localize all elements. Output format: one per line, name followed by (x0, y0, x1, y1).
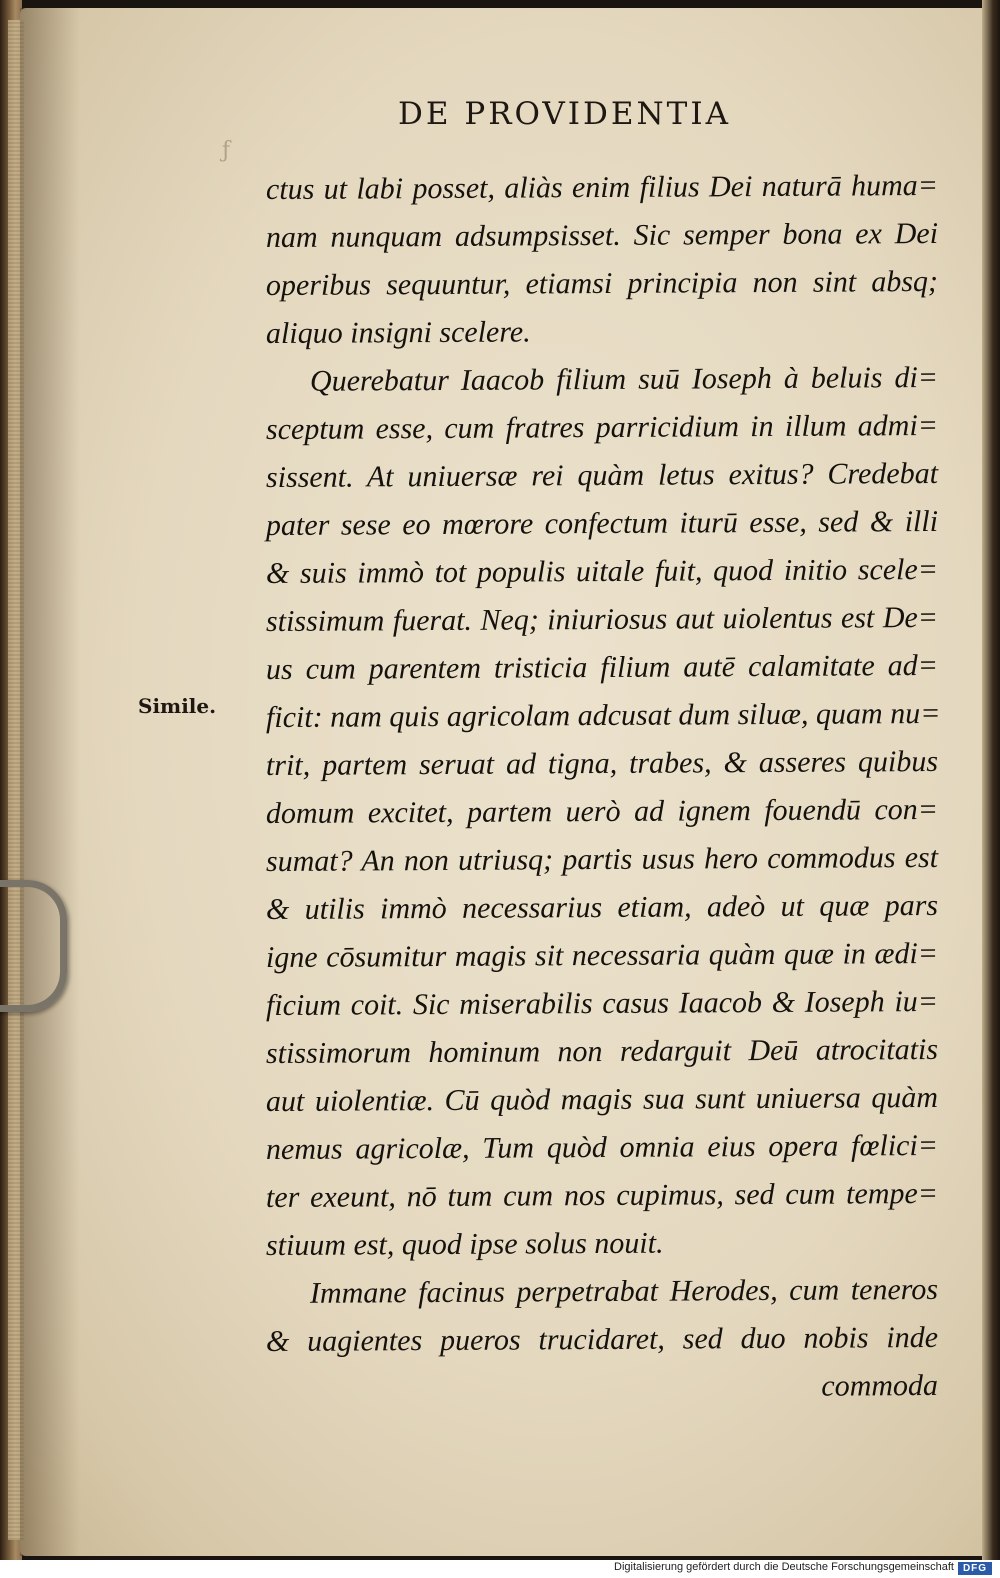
text-line: & suis immò tot populis uitale fuit, quod initio scele= (265, 552, 939, 591)
text-line: stiuum est, quod ipse solus nouit. (265, 1226, 664, 1263)
text-line: & uagientes pueros trucidaret, sed duo nobis inde (265, 1320, 939, 1359)
text-line: sceptum esse, cum fratres parricidium in illum admi= (265, 408, 939, 447)
funding-credit: Digitalisierung gefördert durch die Deutsche Forschungsgemeinschaft (614, 1561, 954, 1573)
catchword: commoda (821, 1368, 939, 1403)
body-text (265, 164, 941, 1412)
text-line: stissimorum hominum non redarguit Deū atrocitatis (265, 1032, 939, 1071)
text-line: ctus ut labi posset, aliàs enim filius Dei naturā huma= (265, 168, 939, 207)
text-line: stissimum fuerat. Neq; iniuriosus aut uiolentus est De= (265, 600, 939, 639)
book-clasp (0, 880, 67, 1012)
text-line: Querebatur Iaacob filium suū Ioseph à beluis di= (309, 360, 939, 398)
text-line: us cum parentem tristicia filium autē calamitate ad= (265, 648, 939, 687)
text-line: sumat? An non utriusq; partis usus hero commodus est (265, 840, 939, 879)
text-line: nam nunquam adsumpsisset. Sic semper bona ex Dei (265, 216, 939, 255)
text-line: ficium coit. Sic miserabilis casus Iaacob & Ioseph iu= (265, 984, 939, 1023)
text-line: aliquo insigni scelere. (265, 315, 531, 351)
margin-note: Simile. (138, 694, 217, 718)
page-right-edge (982, 0, 1000, 1560)
text-line: sissent. At uniuersæ rei quàm letus exitus? Credebat (265, 456, 939, 495)
text-line: trit, partem seruat ad tigna, trabes, & asseres quibus (265, 744, 939, 783)
text-line: operibus sequuntur, etiamsi principia non sint absq; (265, 264, 939, 303)
running-head: DE PROVIDENTIA (398, 96, 731, 132)
text-line: nemus agricolæ, Tum quòd omnia eius opera fœlici= (265, 1128, 939, 1167)
text-line: igne cōsumitur magis sit necessaria quàm quæ in ædi= (265, 936, 939, 975)
text-line: aut uiolentiæ. Cū quòd magis sua sunt uniuersa quàm (265, 1080, 939, 1119)
text-line: ter exeunt, nō tum cum nos cupimus, sed cum tempe= (265, 1176, 939, 1215)
footer-bar (0, 1560, 1000, 1578)
text-line: pater sese eo mœrore confectum iturū esse, sed & illi (265, 504, 939, 543)
text-line: Immane facinus perpetrabat Herodes, cum teneros (309, 1272, 939, 1310)
text-line: domum excitet, partem uerò ad ignem fouendū con= (265, 792, 939, 831)
text-line: & utilis immò necessarius etiam, adeò ut quæ pars (265, 888, 939, 927)
gutter-shadow (20, 8, 80, 1556)
signature-mark: ƒ (222, 138, 231, 163)
text-line: ficit: nam quis agricolam adcusat dum siluæ, quam nu= (265, 696, 941, 735)
dfg-logo: DFG (958, 1562, 992, 1575)
